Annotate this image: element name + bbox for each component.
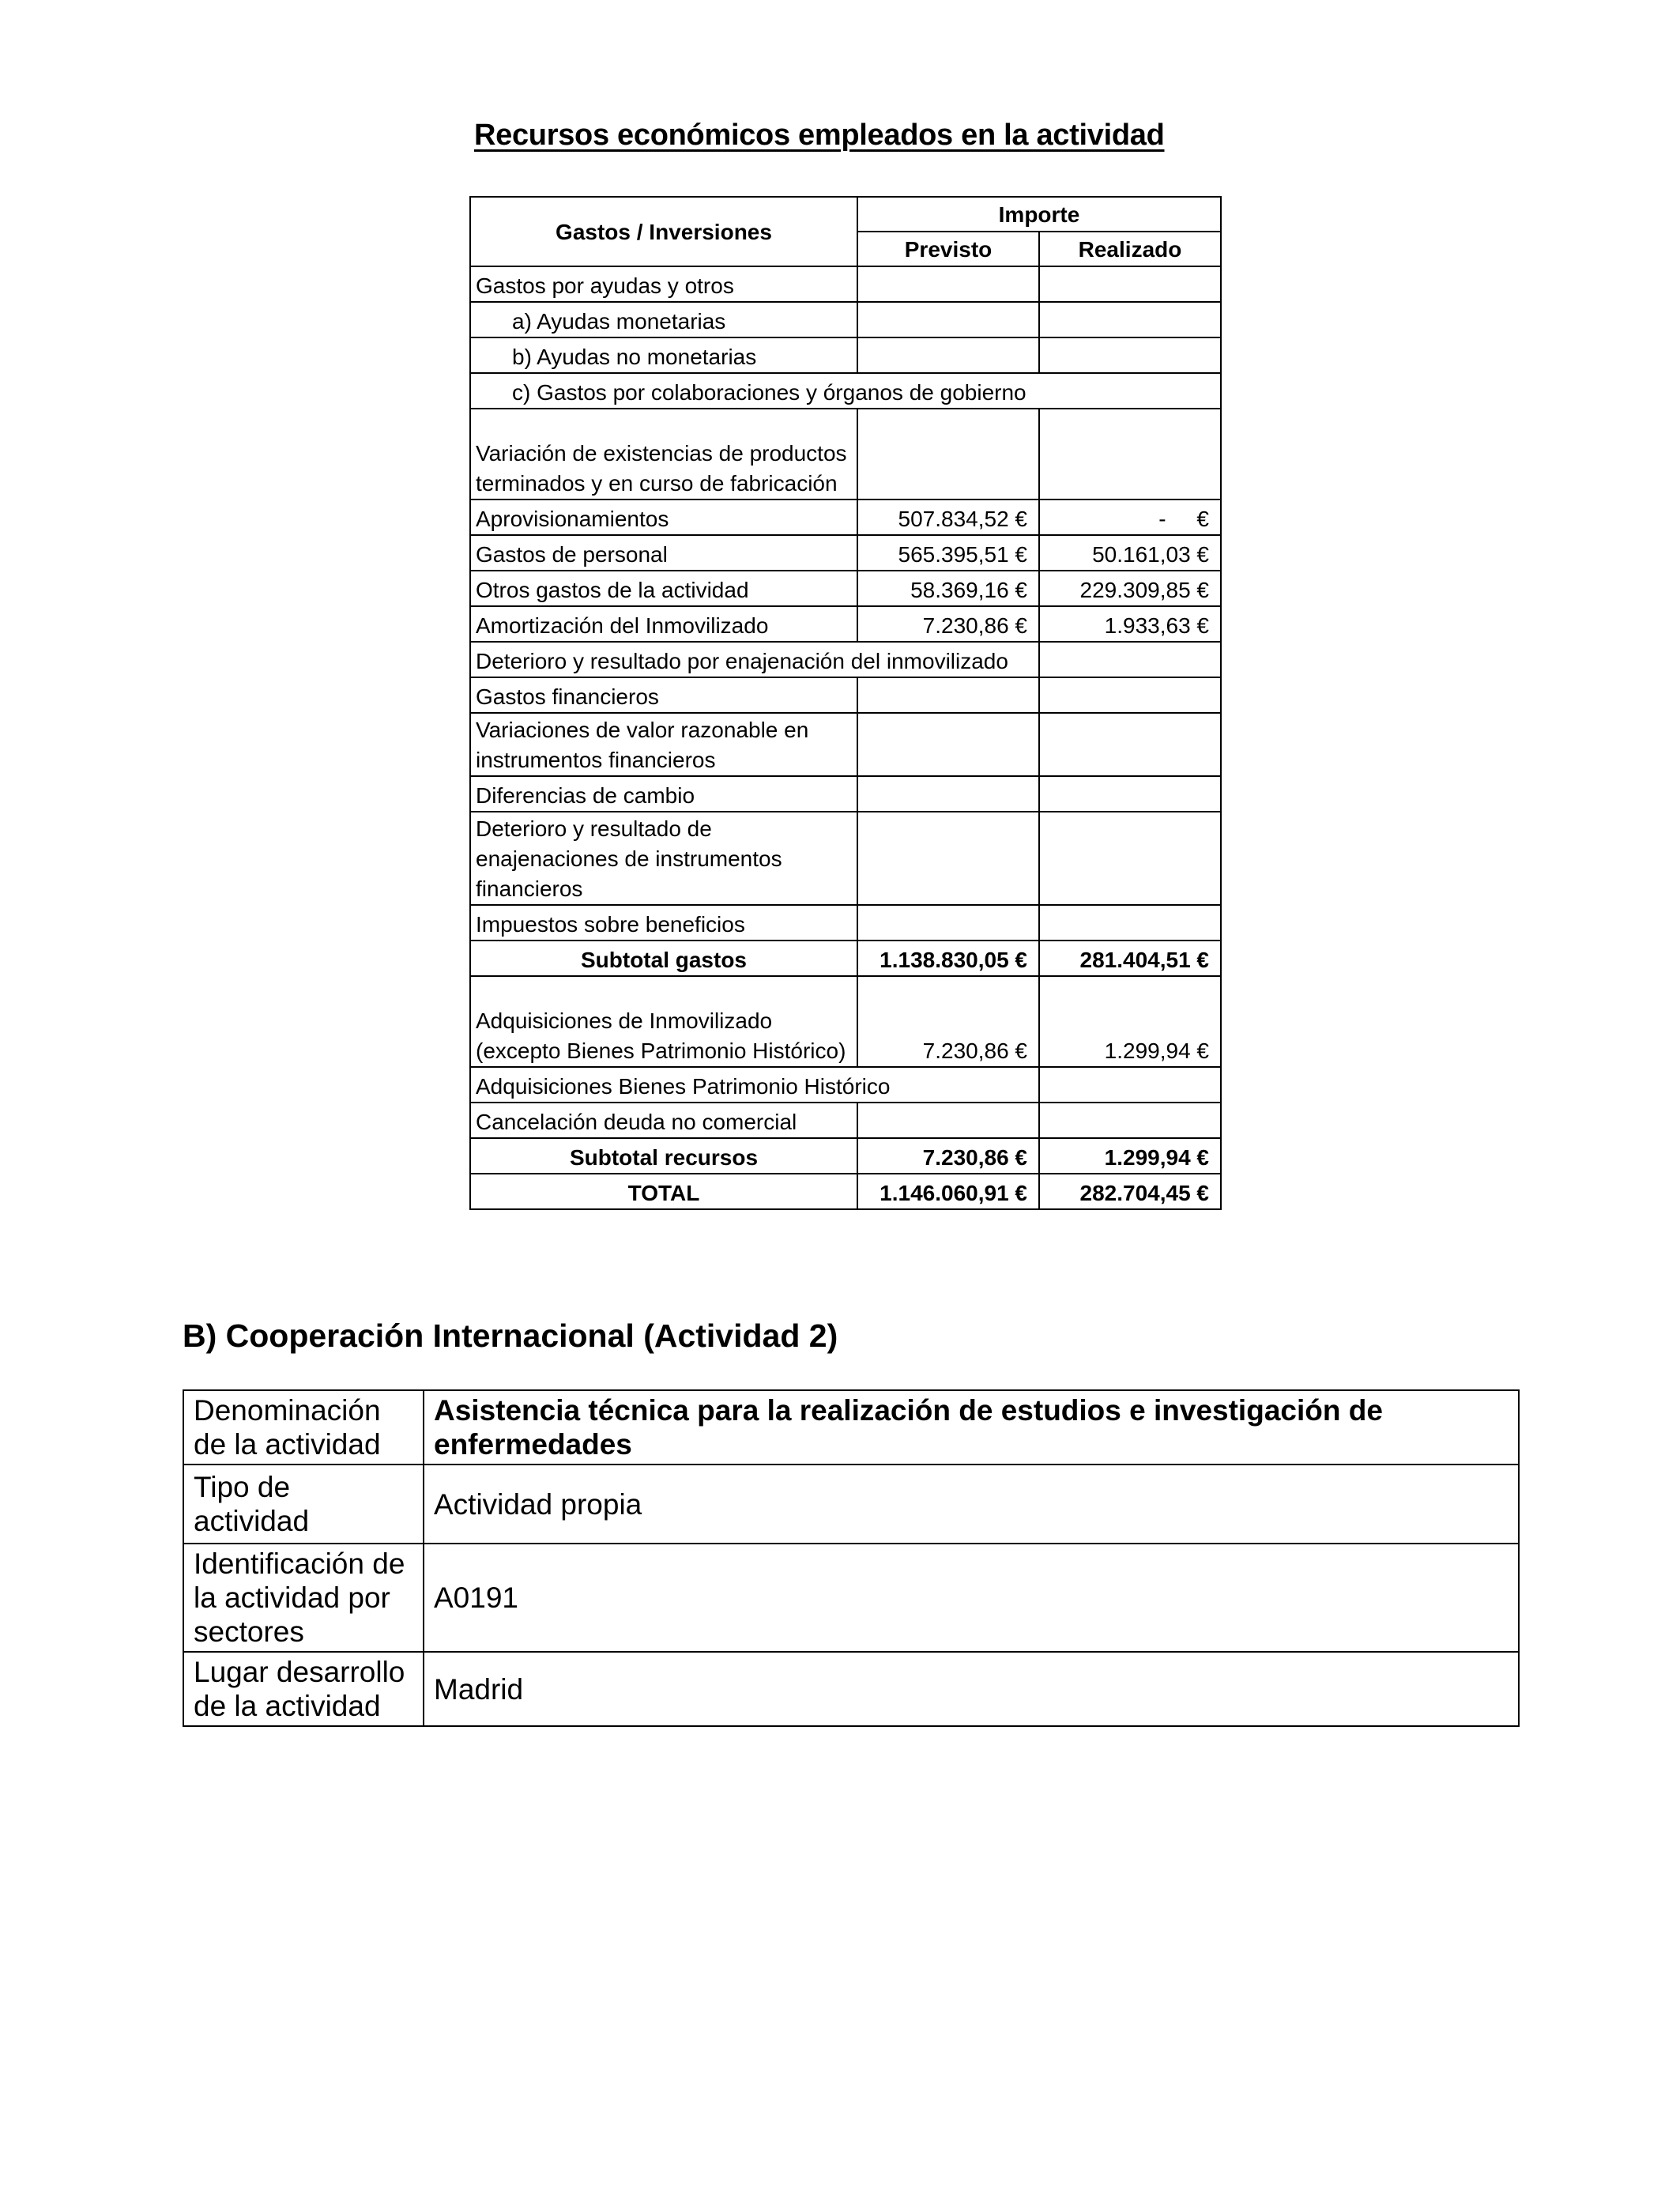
row-label: Cancelación deuda no comercial [470,1103,857,1138]
row-realizado [1039,1103,1221,1138]
row-realizado [1039,337,1221,373]
row-label: Impuestos sobre beneficios [470,905,857,941]
table-row [470,776,1221,812]
row-label: Adquisiciones Bienes Patrimonio Histórico [470,1067,857,1103]
row-label: Gastos financieros [470,677,857,713]
row-realizado: 229.309,85 € [1039,571,1221,606]
activity-value: Asistencia técnica para la realización de estudios e investigación de enfermedades [424,1390,1519,1465]
page-title: Recursos económicos empleados en la actividad [474,119,1165,152]
row-previsto [857,677,1039,713]
resources-table [469,196,1222,1210]
activity-value: A0191 [424,1544,1519,1652]
subtotal-recursos-row [470,1138,1221,1174]
table-header-row [470,197,1221,232]
table-row [183,1652,1519,1726]
row-realizado [1039,642,1221,677]
header-previsto: Previsto [857,232,1039,266]
activity-label: Lugar desarrollo de la actividad [183,1652,424,1726]
row-realizado: 1.299,94 € [1039,1138,1221,1174]
row-label: c) Gastos por colaboraciones y órganos de gobierno [470,373,857,409]
row-realizado: 50.161,03 € [1039,535,1221,571]
row-label: Variaciones de valor razonable en instrumentos financieros [470,713,857,776]
row-realizado [1039,812,1221,905]
row-realizado: 1.933,63 € [1039,606,1221,642]
activity-value: Actividad propia [424,1465,1519,1544]
table-row [470,642,1221,677]
table-row [470,976,1221,1067]
row-realizado [1039,302,1221,337]
table-row [183,1390,1519,1465]
row-realizado: 281.404,51 € [1039,941,1221,976]
row-realizado: - € [1039,499,1221,535]
activity-value: Madrid [424,1652,1519,1726]
row-previsto [857,337,1039,373]
row-label: Otros gastos de la actividad [470,571,857,606]
activity-label: Tipo de actividad [183,1465,424,1544]
row-label: Variación de existencias de productos terminados y en curso de fabricación [470,409,857,499]
row-previsto [857,266,1039,302]
table-row [183,1465,1519,1544]
table-row [183,1544,1519,1652]
activity-table [183,1389,1520,1727]
header-importe: Importe [857,197,1221,232]
table-row [470,1067,1221,1103]
row-label: Deterioro y resultado de enajenaciones de instrumentos financieros [470,812,857,905]
row-previsto: 7.230,86 € [857,1138,1039,1174]
row-label: Subtotal recursos [470,1138,857,1174]
row-realizado [1039,776,1221,812]
row-realizado: 1.299,94 € [1039,976,1221,1067]
table-row [470,302,1221,337]
activity-label: Denominación de la actividad [183,1390,424,1465]
table-row [470,905,1221,941]
row-label: TOTAL [470,1174,857,1209]
row-label: Diferencias de cambio [470,776,857,812]
row-previsto [857,905,1039,941]
table-row [470,677,1221,713]
table-row [470,812,1221,905]
table-row [470,266,1221,302]
row-label: Gastos por ayudas y otros [470,266,857,302]
row-previsto: 7.230,86 € [857,976,1039,1067]
row-label: Aprovisionamientos [470,499,857,535]
activity-label: Identificación de la actividad por sectores [183,1544,424,1652]
row-label: Subtotal gastos [470,941,857,976]
subtotal-gastos-row [470,941,1221,976]
table-row [470,606,1221,642]
row-label: Amortización del Inmovilizado [470,606,857,642]
row-realizado [1039,713,1221,776]
row-realizado [1039,1067,1221,1103]
row-label: b) Ayudas no monetarias [470,337,857,373]
table-row [470,1103,1221,1138]
row-previsto [857,713,1039,776]
table-row [470,571,1221,606]
row-previsto [857,812,1039,905]
row-realizado [1039,677,1221,713]
row-realizado [1039,373,1221,409]
total-row [470,1174,1221,1209]
row-realizado [1039,266,1221,302]
table-row [470,409,1221,499]
section-heading: B) Cooperación Internacional (Actividad 2) [183,1318,838,1354]
row-realizado [1039,905,1221,941]
row-previsto [857,776,1039,812]
row-previsto: 507.834,52 € [857,499,1039,535]
row-label: a) Ayudas monetarias [470,302,857,337]
row-realizado [1039,409,1221,499]
row-previsto [857,409,1039,499]
header-realizado: Realizado [1039,232,1221,266]
table-row [470,499,1221,535]
row-label: Deterioro y resultado por enajenación del inmovilizado [470,642,857,677]
table-row [470,373,1221,409]
table-row [470,713,1221,776]
row-previsto: 58.369,16 € [857,571,1039,606]
row-previsto: 565.395,51 € [857,535,1039,571]
header-gastos-inversiones: Gastos / Inversiones [470,197,857,266]
row-realizado: 282.704,45 € [1039,1174,1221,1209]
row-previsto [857,1103,1039,1138]
row-previsto: 1.138.830,05 € [857,941,1039,976]
row-previsto: 1.146.060,91 € [857,1174,1039,1209]
table-row [470,535,1221,571]
row-label: Adquisiciones de Inmovilizado (excepto Bienes Patrimonio Histórico) [470,976,857,1067]
table-row [470,337,1221,373]
row-previsto: 7.230,86 € [857,606,1039,642]
row-label: Gastos de personal [470,535,857,571]
row-previsto [857,302,1039,337]
